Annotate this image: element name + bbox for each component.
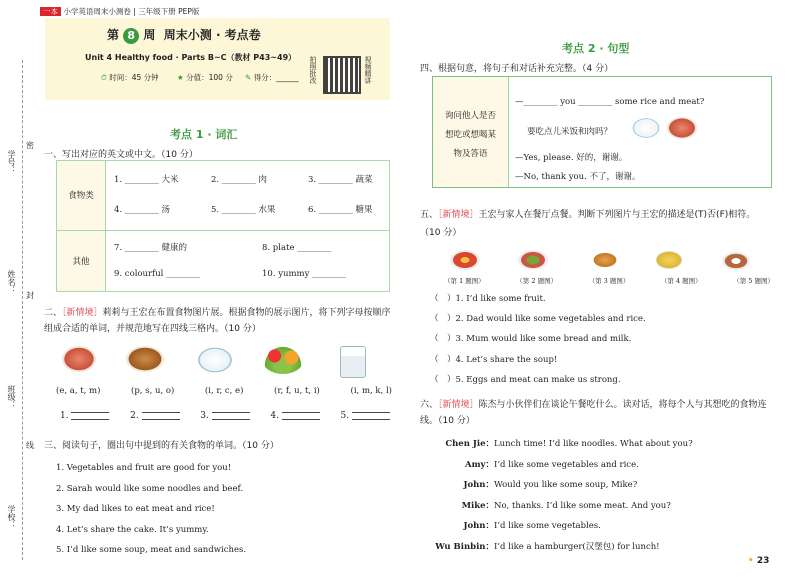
- q5-label-4: （第 4 题图）: [660, 277, 702, 285]
- write-4[interactable]: [270, 411, 319, 421]
- rice-image: [196, 346, 234, 374]
- q5-img-4: [654, 250, 684, 270]
- dialog-line-2: [424, 455, 774, 476]
- q5-s3[interactable]: （ ）3. Mum would like some bread and milk.: [430, 334, 632, 345]
- page-number: • 23: [748, 556, 770, 566]
- q3-s1[interactable]: 1. Vegetables and fruit are good for you!: [56, 463, 232, 473]
- q3-sentences: [56, 458, 246, 561]
- quiz-title: [107, 26, 261, 44]
- dialog-line-1: [424, 434, 774, 455]
- q6-dialog: [424, 434, 774, 557]
- speech-2: I’d like some vegetables and rice.: [494, 459, 639, 470]
- time: 时间：45 分钟: [109, 73, 159, 82]
- speech-6: I’d like a hamburger(汉堡包) for lunch!: [494, 541, 660, 552]
- q3-s5[interactable]: 5. I’d like some soup, meat and sandwiches.: [56, 545, 247, 555]
- write-3[interactable]: [200, 411, 249, 421]
- item-1[interactable]: 1. ________ 大米: [114, 175, 179, 186]
- qr-label-2: 视频精讲: [364, 56, 372, 84]
- q3-s3[interactable]: 3. My dad likes to eat meat and rice!: [56, 504, 215, 514]
- q5-img-1: [450, 250, 480, 270]
- q3-s4[interactable]: 4. Let’s share the cake. It’s yummy.: [56, 524, 209, 535]
- q2-letters: [56, 386, 392, 396]
- item-2[interactable]: 2. ________ 肉: [211, 175, 268, 186]
- edition: PEP版: [178, 7, 200, 16]
- got-info: ✎ 得分：______: [245, 73, 299, 82]
- qr-label-1: 拍照批改: [309, 56, 317, 84]
- week-prefix: 第: [107, 28, 120, 42]
- seal-mi: 密: [26, 141, 34, 150]
- week-suffix: 周: [143, 28, 156, 42]
- write-2[interactable]: [130, 411, 179, 421]
- q3-s2[interactable]: 2. Sarah would like some noodles and beef.: [56, 483, 244, 494]
- unit-line: Unit 4 Healthy food · Parts B~C（教材 P43~49）: [85, 53, 297, 62]
- q5-img-3: [592, 252, 618, 268]
- side-class: 班级：: [7, 385, 16, 409]
- seal-xian: 线: [26, 441, 34, 450]
- speaker-3: John：: [463, 480, 494, 490]
- speaker-1: Chen Jie：: [445, 439, 494, 449]
- got: 得分：______: [253, 73, 299, 82]
- letters-3: (i, r, c, e): [204, 386, 244, 396]
- speaker-2: Amy：: [464, 459, 494, 470]
- meat-plate-image: [667, 117, 697, 139]
- num-1: 1.: [60, 411, 69, 421]
- cut-line: [22, 60, 23, 560]
- quiz-panel: [45, 18, 390, 100]
- letters-4: (r, f, u, t, i): [274, 386, 320, 396]
- q5-label-5: （第 5 题图）: [733, 277, 774, 285]
- q5-title: 五、［新情境］王宏与家人在餐厅点餐。判断下列图片与王宏的描述是(T)否(F)相符。 （10 分）: [420, 210, 756, 238]
- section-title-sentence: 考点 2 · 句型: [562, 42, 630, 55]
- num-3: 3.: [200, 411, 209, 421]
- letters-5: (i, m, k, l): [350, 386, 392, 396]
- speaker-6: Wu Binbin：: [435, 541, 494, 552]
- item-9[interactable]: 9. colourful ________: [114, 268, 201, 279]
- letters-2: (p, s, u, o): [131, 386, 175, 396]
- cat-other: 其他: [57, 230, 106, 291]
- q5-text: 王宏与家人在餐厅点餐。判断下列图片与王宏的描述是(T)否(F)相符。: [478, 210, 756, 220]
- q4-line3: —No, thank you. 不了，谢谢。: [515, 172, 641, 182]
- item-3[interactable]: 3. ________ 蔬菜: [308, 175, 373, 186]
- brand-badge: 一本: [40, 7, 61, 16]
- qr-code[interactable]: [323, 56, 361, 94]
- cat-food: 食物类: [57, 161, 106, 231]
- item-4[interactable]: 4. ________ 汤: [114, 205, 171, 216]
- rice-bowl-image: [631, 117, 661, 139]
- item-5[interactable]: 5. ________ 水果: [211, 205, 276, 216]
- side-num: 学号：: [7, 150, 16, 174]
- q4-box: [432, 76, 772, 188]
- letters-1: (e, a, t, m): [56, 386, 101, 396]
- dialog-line-6: [424, 537, 774, 558]
- speech-5: I’d like some vegetables.: [494, 521, 601, 531]
- item-10[interactable]: 10. yummy ________: [262, 268, 347, 279]
- meat-image: [62, 346, 96, 372]
- q5-img-5: [722, 252, 750, 270]
- section-title-vocab: 考点 1 · 词汇: [170, 128, 238, 141]
- q5-s1[interactable]: （ ）1. I’d like some fruit.: [430, 294, 546, 304]
- food-cells: [106, 161, 390, 231]
- write-5[interactable]: [341, 411, 390, 421]
- q6-title: 六、［新情境］陈杰与小伙伴们在谈论午餐吃什么。读对话，将每个人与其想吃的食物连线。（10 分）: [420, 400, 767, 426]
- milk-image: [340, 346, 366, 378]
- side-school: 学校：: [7, 505, 16, 529]
- speech-3: Would you like some soup, Mike?: [494, 480, 638, 490]
- q6-text: 陈杰与小伙伴们在谈论午餐吃什么。读对话，将每个人与其想吃的食物连线。（10 分）: [420, 400, 767, 426]
- speech-4: No, thanks. I’d like some meat. And you?: [494, 500, 671, 511]
- q1-table: [56, 160, 390, 292]
- soup-image: [126, 346, 164, 372]
- q4-left: [433, 77, 509, 187]
- week-number: 8: [123, 28, 139, 44]
- q4-left-2: 想吃或想喝某: [444, 130, 496, 140]
- seal-feng: 封: [26, 291, 34, 300]
- q1-title: 一、写出对应的英文或中文。（10 分）: [44, 150, 198, 160]
- q5-sentences: [430, 289, 646, 390]
- quiz-name: 周末小测 · 考点卷: [163, 28, 261, 42]
- write-1[interactable]: [60, 411, 109, 421]
- side-name: 姓名：: [7, 270, 16, 294]
- other-cells: [106, 230, 390, 291]
- q4-line2: —Yes, please. 好的，谢谢。: [515, 153, 628, 163]
- num-2: 2.: [130, 411, 139, 421]
- score: 分值：100 分: [186, 73, 233, 82]
- item-7[interactable]: 7. ________ 健康的: [114, 242, 188, 253]
- q5-s4[interactable]: （ ）4. Let’s share the soup!: [430, 354, 558, 365]
- q5-s5[interactable]: （ ）5. Eggs and meat can make us strong.: [430, 374, 621, 385]
- q4-left-3: 物及答语: [453, 149, 488, 159]
- num-4: 4.: [270, 411, 279, 421]
- fruit-image: [262, 344, 304, 374]
- grade: 三年级下册: [138, 7, 176, 16]
- header-strip: 一本 小学英语周末小测卷 | 三年级下册 PEP版: [40, 6, 199, 17]
- num-5: 5.: [340, 411, 350, 421]
- q5-s2[interactable]: （ ）2. Dad would like some vegetables and rice.: [430, 314, 646, 325]
- dialog-line-3: [424, 475, 774, 496]
- q6-tag: ［新情境］: [438, 400, 479, 410]
- q5-label-1: （第 1 题图）: [444, 277, 485, 285]
- speaker-5: John：: [463, 521, 494, 531]
- dialog-line-4: [424, 496, 774, 517]
- time-info: ⏱ 时间：45 分钟: [101, 73, 159, 82]
- q3-title: 三、阅读句子，圈出句中提到的有关食物的单词。（10 分）: [44, 441, 279, 451]
- q5-tag: ［新情境］: [438, 210, 479, 220]
- q2-title: 二、［新情境］莉莉与王宏在布置食物图片展。根据食物的展示图片，将下列字母按顺序组成合适的单词，并规范地写在四线三格内。（10 分）: [44, 308, 391, 334]
- q2-tag: ［新情境］: [62, 308, 103, 318]
- q4-line1-cn: 要吃点儿米饭和肉吗？: [527, 127, 613, 137]
- q4-line1[interactable]: —________ you ________ some rice and meat?: [515, 97, 705, 107]
- q4-title: 四、根据句意，将句子和对话补充完整。（4 分）: [420, 64, 614, 74]
- speech-1: Lunch time! I’d like noodles. What about you?: [494, 439, 693, 449]
- item-8[interactable]: 8. plate ________: [262, 242, 332, 253]
- page-num-text: 23: [756, 556, 770, 566]
- q5-labels: [444, 276, 774, 285]
- dialog-line-5: [424, 516, 774, 537]
- q5-img-2: [518, 250, 548, 270]
- q5-score: （10 分）: [420, 228, 462, 238]
- q5-label-2: （第 2 题图）: [516, 277, 558, 285]
- series-name: 小学英语周末小测卷: [63, 7, 131, 16]
- q2-write-lines: [60, 411, 390, 421]
- score-info: ★ 分值：100 分: [177, 73, 233, 82]
- speaker-4: Mike：: [461, 500, 494, 511]
- q4-left-1: 询问他人是否: [444, 111, 496, 121]
- q5-label-3: （第 3 题图）: [588, 277, 630, 285]
- q2-text: 莉莉与王宏在布置食物图片展。根据食物的展示图片，将下列字母按顺序组成合适的单词，并规范地写在四线三格内。（10 分）: [44, 308, 391, 334]
- item-6[interactable]: 6. ________ 糖果: [308, 205, 373, 216]
